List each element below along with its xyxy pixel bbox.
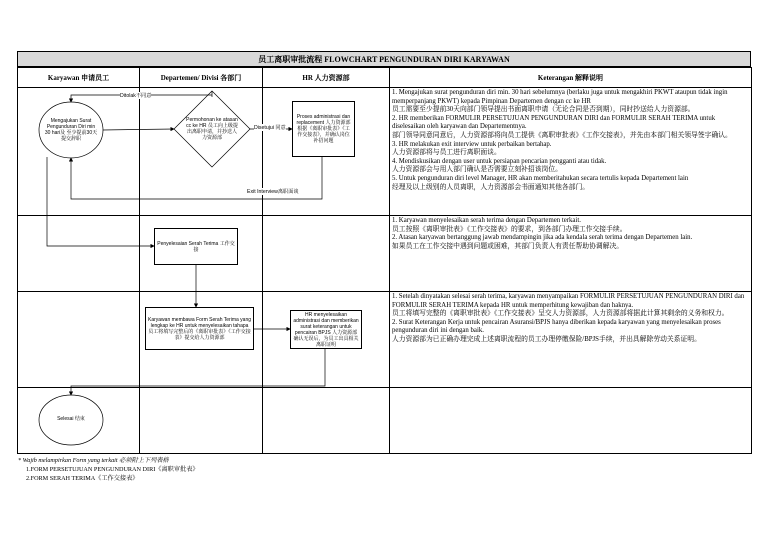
edge-label-exit-interview: Exit Interview离职面谈 bbox=[247, 189, 299, 195]
arrow-to-handover bbox=[47, 157, 154, 246]
footnote-heading: * Wajib melampirkan Form yang terkait 必须附上下列表格 bbox=[18, 457, 169, 464]
column-header-hr: HR 人力资源部 bbox=[263, 68, 390, 88]
footnote-item-2: 2.FORM SERAH TERIMA《工作交接表》 bbox=[26, 475, 139, 482]
process-handover: Penyelesaian Serah Terima 工作交接 bbox=[154, 228, 238, 265]
notes-section-3: 1. Setelah dinyatakan selesai serah terima, karyawan menyampaikan FORMULIR PERSETUJUAN PENGUNDURAN DIRI dan FORMULIR SERAH TERIMA kepada HR untuk memperhitung kewajiban dan haknya. 员工将填写完整的《离职审批表》《工作交接表》呈交人力资源部，人力资源部将据此计算其剩余的义务和权力。 2. Surat Keterangan Kerja untuk pencairan Asuransi/BPJS hanya diberikan kepada karyawan yang menyelesaikan proses pengunduran diri ini dengan baik. 人力资源部为已正确办理完成上述离职流程的员工办理停缴保险/BPJS手续，并出具解除劳动关系证明。 bbox=[390, 292, 752, 388]
footnote-item-1: 1.FORM PERSETUJUAN PENGUNDURAN DIRI《离职审批表》 bbox=[26, 466, 199, 473]
column-header-karyawan: Karyawan 申请员工 bbox=[18, 68, 140, 88]
decision-request-to-superior: Permohonan ke atasan cc ke HR 员工向上级提出离职申请，并抄送人力资源部 bbox=[186, 117, 238, 141]
notes-section-2: 1. Karyawan menyelesaikan serah terima dengan Departemen terkait. 员工按照《离职审批表》《工作交接表》的要求，到各部门办理工作交接手续。 2. Atasan karyawan bertanggung jawab mendampingin jika ada kendala serah terima dengan Departemen lain. 如果员工在工作交接中遇到问题或困难，其部门负责人有责任帮助协调解决。 bbox=[390, 216, 752, 292]
process-submit-forms: Karyawan membawa Form Serah Terima yang lengkap ke HR untuk menyelesaikan tahapa 员工将填写完整后的《离职审批表》《工作交接表》提交给人力资源部 bbox=[145, 307, 254, 350]
start-submit-resignation: Mengajukan Surat Pengunduran Diri min 30 hari及 至少提前30天提交辞职 bbox=[44, 118, 98, 142]
edge-label-rejected: Ditolak不同意 bbox=[120, 93, 152, 99]
edge-label-approved: Disetujui 同意 bbox=[254, 125, 286, 131]
arrow-start-to-decision bbox=[103, 129, 174, 130]
process-hr-completion: HR menyelesaikan administrasi dan memberikan surat keterangan untuk pencairan BPJS 人力资源部确认无误后，为员工出具相关离职证明 bbox=[290, 310, 362, 349]
arrow-hr-to-end bbox=[71, 349, 325, 395]
column-header-keterangan: Keterangan 解释说明 bbox=[390, 68, 752, 88]
flowchart-title: 员工离职审批流程 FLOWCHART PENGUNDURAN DIRI KARYAWAN bbox=[17, 51, 751, 67]
notes-section-1: 1. Mengajukan surat pengunduran diri min. 30 hari sebelumnya (berlaku juga untuk mengakhiri PKWT ataupun tidak ingin memperpanjang PKWT) kepada Pimpinan Departemen dengan cc ke HR 员工需要至少提前30天向部门领导提出书面离职申请（无论合同是否到期），同时抄送给人力资源部。 2. HR memberikan FORMULIR PERSETUJUAN PENGUNDURAN DIRI dan FORMULIR SERAH TERIMA untuk diselesaikan oleh karyawan dan Departementnya. 部门领导同意同意后，人力资源部将向员工提供《离职审批表》《工作交接表》，并先由本部门相关领导签字确认。 3. HR melakukan exit interview untuk perbaikan bertahap. 人力资源部将与员工进行离职面谈。 4. Mendiskusikan dengan user untuk persiapan pencarian pengganti atau tidak. 人力资源部会与用人部门确认是否需要立刻补招该岗位。 5. Untuk pengunduran diri level Manager, HR akan memberitahukan secara tertulis kepada Departement lain 经理及以上级别的人员离职，人力资源部会书面通知其他各部门。 bbox=[390, 88, 752, 216]
end-finished: Selesai 结束 bbox=[57, 416, 85, 422]
process-hr-administration: Proses administrasi dan replacement 人力资源部根据《离职审批表》《工作交接表》，并确认岗位补招问题 bbox=[292, 101, 355, 157]
column-header-departemen: Departemen/ Divisi 各部门 bbox=[140, 68, 263, 88]
